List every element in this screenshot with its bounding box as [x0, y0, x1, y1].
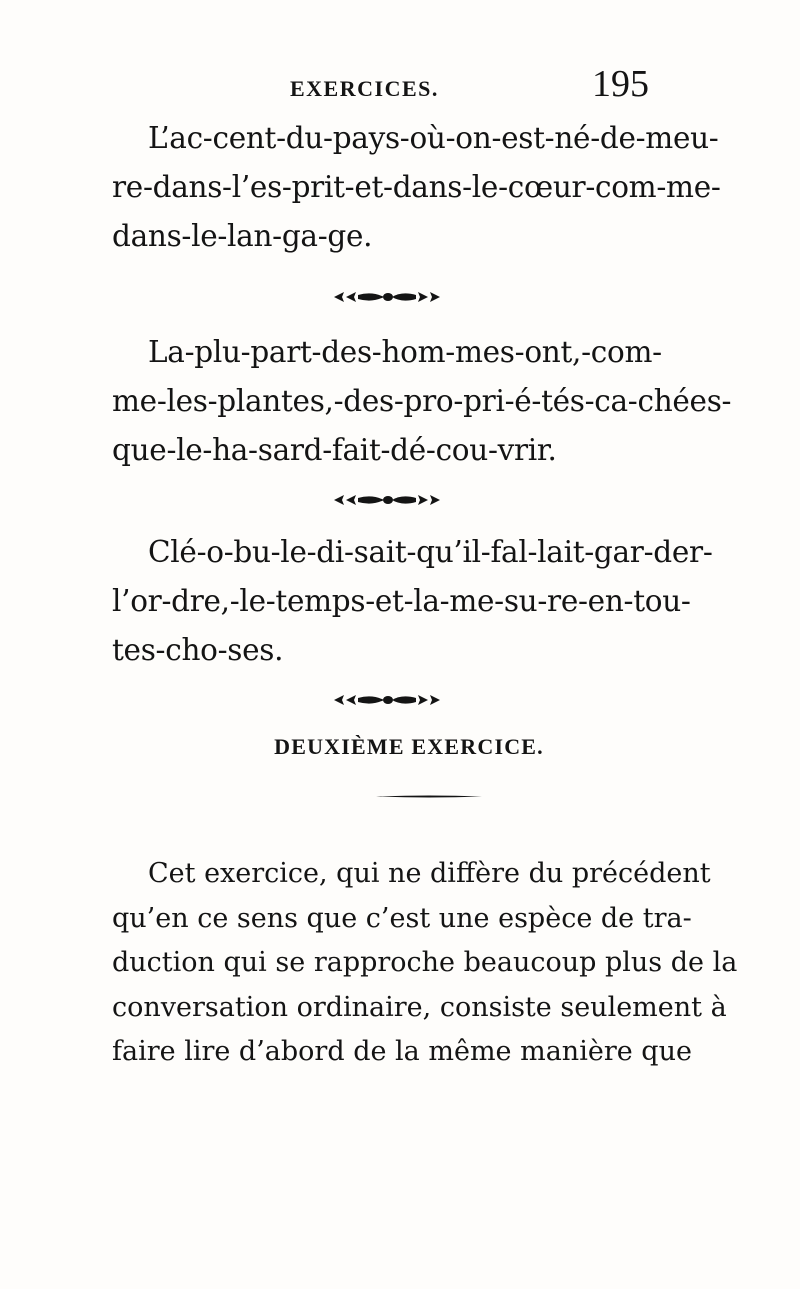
text-line: re-dans-l’es-prit-et-dans-le-cœur-com-me-: [112, 170, 721, 204]
fleuron-ornament-icon: [332, 493, 442, 507]
text-line: tes-cho-ses.: [112, 633, 284, 667]
section-body: [112, 852, 738, 1075]
text-line: l’or-dre,-le-temps-et-la-me-su-re-en-tou-: [112, 584, 691, 618]
paragraph-2: [112, 328, 732, 475]
text-line: qu’en ce sens que c’est une espèce de tra-: [112, 902, 692, 934]
text-line: La-plu-part-des-hom-mes-ont,-com-: [148, 335, 662, 369]
text-line: que-le-ha-sard-fait-dé-cou-vrir.: [112, 433, 557, 467]
page-number: 195: [592, 63, 649, 105]
paragraph-3: [112, 528, 713, 675]
section-rule: [376, 795, 482, 798]
text-line: Cet exercice, qui ne diffère du précédent: [148, 858, 711, 889]
paragraph-1: [112, 114, 721, 261]
text-line: dans-le-lan-ga-ge.: [112, 219, 373, 253]
text-line: faire lire d’abord de la même manière que: [112, 1036, 692, 1067]
fleuron-ornament-icon: [332, 290, 442, 304]
text-line: Clé-o-bu-le-di-sait-qu’il-fal-lait-gar-der-: [148, 535, 713, 569]
fleuron-ornament-icon: [332, 693, 442, 707]
section-heading: DEUXIÈME EXERCICE.: [274, 734, 544, 759]
text-line: L’ac-cent-du-pays-où-on-est-né-de-meu-: [148, 121, 719, 155]
text-line: duction qui se rapproche beaucoup plus de la: [112, 947, 738, 978]
text-line: conversation ordinaire, consiste seulement à: [112, 991, 727, 1023]
running-title: EXERCICES.: [290, 76, 439, 101]
page-header: [0, 62, 800, 112]
text-line: me-les-plantes,-des-pro-pri-é-tés-ca-chées-: [112, 384, 732, 418]
